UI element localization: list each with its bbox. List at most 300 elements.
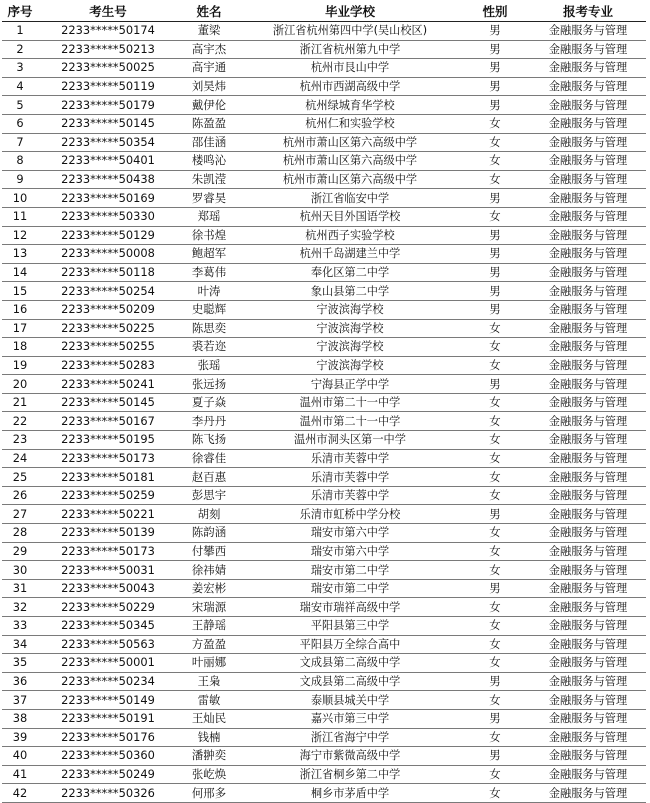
cell-major: 金融服务与管理 <box>530 579 646 598</box>
cell-gender: 女 <box>460 114 530 133</box>
cell-seq: 16 <box>2 300 38 319</box>
cell-name: 付攀西 <box>178 542 240 561</box>
cell-exam-id: 2233*****50173 <box>38 542 178 561</box>
cell-school: 杭州绿城育华学校 <box>240 96 460 115</box>
table-row <box>2 40 646 59</box>
cell-school: 平阳县万全综合高中 <box>240 635 460 654</box>
cell-major: 金融服务与管理 <box>530 412 646 431</box>
cell-seq: 13 <box>2 245 38 264</box>
cell-exam-id: 2233*****50345 <box>38 617 178 636</box>
table-row <box>2 672 646 691</box>
header-gender: 性别 <box>460 0 530 22</box>
admission-table <box>2 0 646 803</box>
cell-major: 金融服务与管理 <box>530 393 646 412</box>
cell-seq: 39 <box>2 728 38 747</box>
cell-major: 金融服务与管理 <box>530 635 646 654</box>
cell-gender: 女 <box>460 412 530 431</box>
table-header-row <box>2 0 646 22</box>
cell-name: 郑瑶 <box>178 207 240 226</box>
table-row <box>2 22 646 41</box>
cell-seq: 40 <box>2 747 38 766</box>
cell-major: 金融服务与管理 <box>530 356 646 375</box>
cell-gender: 女 <box>460 784 530 803</box>
cell-gender: 男 <box>460 40 530 59</box>
cell-name: 雷敏 <box>178 691 240 710</box>
cell-gender: 男 <box>460 709 530 728</box>
cell-major: 金融服务与管理 <box>530 282 646 301</box>
cell-exam-id: 2233*****50181 <box>38 468 178 487</box>
cell-seq: 30 <box>2 561 38 580</box>
cell-major: 金融服务与管理 <box>530 505 646 524</box>
cell-gender: 男 <box>460 59 530 78</box>
table-row <box>2 617 646 636</box>
cell-school: 海宁市紫微高级中学 <box>240 747 460 766</box>
table-row <box>2 189 646 208</box>
cell-major: 金融服务与管理 <box>530 22 646 41</box>
cell-exam-id: 2233*****50283 <box>38 356 178 375</box>
cell-major: 金融服务与管理 <box>530 96 646 115</box>
cell-school: 杭州市萧山区第六高级中学 <box>240 170 460 189</box>
cell-seq: 15 <box>2 282 38 301</box>
cell-seq: 37 <box>2 691 38 710</box>
cell-name: 潘翀奕 <box>178 747 240 766</box>
cell-gender: 女 <box>460 635 530 654</box>
cell-exam-id: 2233*****50229 <box>38 598 178 617</box>
cell-major: 金融服务与管理 <box>530 672 646 691</box>
cell-name: 陈韵涵 <box>178 524 240 543</box>
cell-exam-id: 2233*****50139 <box>38 524 178 543</box>
cell-seq: 31 <box>2 579 38 598</box>
table-row <box>2 468 646 487</box>
cell-major: 金融服务与管理 <box>530 449 646 468</box>
cell-gender: 男 <box>460 747 530 766</box>
cell-major: 金融服务与管理 <box>530 114 646 133</box>
cell-name: 叶丽娜 <box>178 654 240 673</box>
cell-name: 徐祎婧 <box>178 561 240 580</box>
cell-name: 王静瑶 <box>178 617 240 636</box>
cell-seq: 38 <box>2 709 38 728</box>
table-row <box>2 542 646 561</box>
cell-major: 金融服务与管理 <box>530 189 646 208</box>
cell-major: 金融服务与管理 <box>530 245 646 264</box>
cell-gender: 女 <box>460 449 530 468</box>
cell-major: 金融服务与管理 <box>530 709 646 728</box>
cell-exam-id: 2233*****50234 <box>38 672 178 691</box>
cell-seq: 19 <box>2 356 38 375</box>
cell-name: 邵佳涵 <box>178 133 240 152</box>
cell-school: 瑞安市第六中学 <box>240 542 460 561</box>
cell-gender: 女 <box>460 598 530 617</box>
table-row <box>2 431 646 450</box>
cell-gender: 男 <box>460 263 530 282</box>
cell-exam-id: 2233*****50129 <box>38 226 178 245</box>
table-body <box>2 22 646 803</box>
cell-exam-id: 2233*****50326 <box>38 784 178 803</box>
cell-major: 金融服务与管理 <box>530 263 646 282</box>
cell-major: 金融服务与管理 <box>530 765 646 784</box>
cell-name: 何邢多 <box>178 784 240 803</box>
cell-seq: 12 <box>2 226 38 245</box>
cell-seq: 4 <box>2 77 38 96</box>
cell-seq: 34 <box>2 635 38 654</box>
cell-exam-id: 2233*****50209 <box>38 300 178 319</box>
cell-exam-id: 2233*****50119 <box>38 77 178 96</box>
cell-exam-id: 2233*****50173 <box>38 449 178 468</box>
cell-seq: 26 <box>2 486 38 505</box>
cell-name: 楼鸣沁 <box>178 152 240 171</box>
table-row <box>2 635 646 654</box>
table-row <box>2 598 646 617</box>
cell-gender: 男 <box>460 189 530 208</box>
cell-seq: 3 <box>2 59 38 78</box>
cell-school: 宁波滨海学校 <box>240 300 460 319</box>
cell-seq: 33 <box>2 617 38 636</box>
cell-gender: 女 <box>460 468 530 487</box>
table-row <box>2 375 646 394</box>
cell-gender: 女 <box>460 561 530 580</box>
cell-name: 史聪辉 <box>178 300 240 319</box>
cell-seq: 17 <box>2 319 38 338</box>
table-row <box>2 300 646 319</box>
table-row <box>2 282 646 301</box>
cell-gender: 男 <box>460 505 530 524</box>
table-row <box>2 412 646 431</box>
cell-exam-id: 2233*****50043 <box>38 579 178 598</box>
cell-gender: 女 <box>460 654 530 673</box>
cell-exam-id: 2233*****50174 <box>38 22 178 41</box>
cell-school: 象山县第二中学 <box>240 282 460 301</box>
cell-school: 平阳县第三中学 <box>240 617 460 636</box>
cell-name: 陈思奕 <box>178 319 240 338</box>
cell-seq: 24 <box>2 449 38 468</box>
cell-seq: 23 <box>2 431 38 450</box>
cell-gender: 女 <box>460 524 530 543</box>
cell-school: 桐乡市茅盾中学 <box>240 784 460 803</box>
cell-major: 金融服务与管理 <box>530 226 646 245</box>
table-row <box>2 449 646 468</box>
cell-exam-id: 2233*****50241 <box>38 375 178 394</box>
cell-school: 杭州市艮山中学 <box>240 59 460 78</box>
cell-school: 乐清市芙蓉中学 <box>240 449 460 468</box>
cell-name: 罗睿昊 <box>178 189 240 208</box>
cell-name: 刘昊炜 <box>178 77 240 96</box>
cell-seq: 27 <box>2 505 38 524</box>
cell-gender: 女 <box>460 152 530 171</box>
cell-school: 乐清市芙蓉中学 <box>240 468 460 487</box>
cell-school: 杭州西子实验学校 <box>240 226 460 245</box>
cell-major: 金融服务与管理 <box>530 319 646 338</box>
table-row <box>2 505 646 524</box>
cell-major: 金融服务与管理 <box>530 152 646 171</box>
cell-gender: 男 <box>460 282 530 301</box>
header-seq: 序号 <box>2 0 38 22</box>
cell-exam-id: 2233*****50354 <box>38 133 178 152</box>
cell-exam-id: 2233*****50259 <box>38 486 178 505</box>
cell-gender: 女 <box>460 431 530 450</box>
table-row <box>2 393 646 412</box>
cell-gender: 女 <box>460 170 530 189</box>
cell-seq: 22 <box>2 412 38 431</box>
cell-school: 奉化区第二中学 <box>240 263 460 282</box>
cell-exam-id: 2233*****50195 <box>38 431 178 450</box>
cell-exam-id: 2233*****50118 <box>38 263 178 282</box>
table-row <box>2 226 646 245</box>
cell-seq: 14 <box>2 263 38 282</box>
cell-name: 姜宏彬 <box>178 579 240 598</box>
header-major: 报考专业 <box>530 0 646 22</box>
table-row <box>2 579 646 598</box>
header-name: 姓名 <box>178 0 240 22</box>
cell-school: 瑞安市第二中学 <box>240 579 460 598</box>
cell-major: 金融服务与管理 <box>530 40 646 59</box>
cell-school: 瑞安市第六中学 <box>240 524 460 543</box>
cell-school: 温州市第二十一中学 <box>240 412 460 431</box>
cell-school: 乐清市虹桥中学分校 <box>240 505 460 524</box>
cell-name: 彭思宇 <box>178 486 240 505</box>
cell-school: 杭州市萧山区第六高级中学 <box>240 152 460 171</box>
cell-school: 宁波滨海学校 <box>240 338 460 357</box>
cell-name: 陈盈盈 <box>178 114 240 133</box>
cell-major: 金融服务与管理 <box>530 431 646 450</box>
cell-exam-id: 2233*****50438 <box>38 170 178 189</box>
cell-seq: 32 <box>2 598 38 617</box>
cell-exam-id: 2233*****50001 <box>38 654 178 673</box>
cell-name: 朱凯滢 <box>178 170 240 189</box>
cell-exam-id: 2233*****50360 <box>38 747 178 766</box>
cell-name: 钱楠 <box>178 728 240 747</box>
cell-major: 金融服务与管理 <box>530 338 646 357</box>
cell-gender: 男 <box>460 96 530 115</box>
cell-major: 金融服务与管理 <box>530 784 646 803</box>
table-row <box>2 114 646 133</box>
table-row <box>2 263 646 282</box>
cell-school: 浙江省桐乡第二中学 <box>240 765 460 784</box>
cell-gender: 男 <box>460 22 530 41</box>
cell-exam-id: 2233*****50255 <box>38 338 178 357</box>
cell-gender: 男 <box>460 300 530 319</box>
cell-exam-id: 2233*****50008 <box>38 245 178 264</box>
cell-major: 金融服务与管理 <box>530 691 646 710</box>
table-row <box>2 59 646 78</box>
cell-gender: 女 <box>460 691 530 710</box>
cell-seq: 18 <box>2 338 38 357</box>
cell-name: 陈飞扬 <box>178 431 240 450</box>
header-school: 毕业学校 <box>240 0 460 22</box>
cell-gender: 女 <box>460 356 530 375</box>
cell-gender: 男 <box>460 579 530 598</box>
table-row <box>2 561 646 580</box>
cell-school: 瑞安市第二中学 <box>240 561 460 580</box>
table-row <box>2 524 646 543</box>
cell-exam-id: 2233*****50213 <box>38 40 178 59</box>
cell-school: 浙江省海宁中学 <box>240 728 460 747</box>
cell-major: 金融服务与管理 <box>530 617 646 636</box>
cell-seq: 29 <box>2 542 38 561</box>
cell-exam-id: 2233*****50169 <box>38 189 178 208</box>
cell-seq: 21 <box>2 393 38 412</box>
cell-exam-id: 2233*****50563 <box>38 635 178 654</box>
cell-gender: 女 <box>460 486 530 505</box>
cell-exam-id: 2233*****50167 <box>38 412 178 431</box>
table-row <box>2 356 646 375</box>
table-row <box>2 319 646 338</box>
cell-name: 宋瑞源 <box>178 598 240 617</box>
cell-name: 王灿民 <box>178 709 240 728</box>
cell-school: 温州市第二十一中学 <box>240 393 460 412</box>
cell-exam-id: 2233*****50031 <box>38 561 178 580</box>
cell-name: 徐书煌 <box>178 226 240 245</box>
cell-seq: 42 <box>2 784 38 803</box>
cell-name: 戴伊伦 <box>178 96 240 115</box>
cell-exam-id: 2233*****50225 <box>38 319 178 338</box>
cell-exam-id: 2233*****50176 <box>38 728 178 747</box>
cell-seq: 1 <box>2 22 38 41</box>
cell-school: 浙江省临安中学 <box>240 189 460 208</box>
cell-exam-id: 2233*****50025 <box>38 59 178 78</box>
cell-name: 张屹焕 <box>178 765 240 784</box>
cell-exam-id: 2233*****50330 <box>38 207 178 226</box>
cell-exam-id: 2233*****50145 <box>38 393 178 412</box>
cell-gender: 女 <box>460 765 530 784</box>
cell-major: 金融服务与管理 <box>530 375 646 394</box>
cell-school: 杭州仁和实验学校 <box>240 114 460 133</box>
cell-name: 张远扬 <box>178 375 240 394</box>
cell-gender: 男 <box>460 226 530 245</box>
table-row <box>2 709 646 728</box>
table-row <box>2 747 646 766</box>
cell-name: 高宇杰 <box>178 40 240 59</box>
cell-seq: 36 <box>2 672 38 691</box>
cell-gender: 男 <box>460 672 530 691</box>
cell-exam-id: 2233*****50401 <box>38 152 178 171</box>
cell-name: 张瑶 <box>178 356 240 375</box>
cell-name: 鲍超军 <box>178 245 240 264</box>
cell-exam-id: 2233*****50191 <box>38 709 178 728</box>
cell-seq: 35 <box>2 654 38 673</box>
table-row <box>2 765 646 784</box>
cell-seq: 6 <box>2 114 38 133</box>
table-row <box>2 133 646 152</box>
cell-seq: 9 <box>2 170 38 189</box>
cell-gender: 男 <box>460 245 530 264</box>
cell-school: 文成县第二高级中学 <box>240 672 460 691</box>
cell-gender: 女 <box>460 133 530 152</box>
cell-exam-id: 2233*****50179 <box>38 96 178 115</box>
table-row <box>2 691 646 710</box>
cell-school: 嘉兴市第三中学 <box>240 709 460 728</box>
cell-major: 金融服务与管理 <box>530 77 646 96</box>
cell-major: 金融服务与管理 <box>530 300 646 319</box>
cell-gender: 女 <box>460 338 530 357</box>
cell-name: 李丹丹 <box>178 412 240 431</box>
cell-school: 宁波滨海学校 <box>240 356 460 375</box>
cell-seq: 7 <box>2 133 38 152</box>
cell-gender: 女 <box>460 393 530 412</box>
cell-name: 方盈盈 <box>178 635 240 654</box>
cell-gender: 女 <box>460 207 530 226</box>
cell-major: 金融服务与管理 <box>530 207 646 226</box>
cell-major: 金融服务与管理 <box>530 654 646 673</box>
header-exam-id: 考生号 <box>38 0 178 22</box>
cell-major: 金融服务与管理 <box>530 728 646 747</box>
cell-name: 叶涛 <box>178 282 240 301</box>
cell-major: 金融服务与管理 <box>530 133 646 152</box>
cell-school: 泰顺县城关中学 <box>240 691 460 710</box>
cell-seq: 20 <box>2 375 38 394</box>
cell-seq: 8 <box>2 152 38 171</box>
cell-major: 金融服务与管理 <box>530 598 646 617</box>
cell-school: 宁波滨海学校 <box>240 319 460 338</box>
table-row <box>2 245 646 264</box>
table-row <box>2 77 646 96</box>
table-row <box>2 170 646 189</box>
cell-major: 金融服务与管理 <box>530 59 646 78</box>
cell-seq: 5 <box>2 96 38 115</box>
table-row <box>2 728 646 747</box>
cell-seq: 2 <box>2 40 38 59</box>
cell-seq: 41 <box>2 765 38 784</box>
cell-school: 瑞安市瑞祥高级中学 <box>240 598 460 617</box>
cell-gender: 女 <box>460 617 530 636</box>
cell-exam-id: 2233*****50149 <box>38 691 178 710</box>
cell-seq: 11 <box>2 207 38 226</box>
cell-seq: 25 <box>2 468 38 487</box>
cell-school: 杭州市西湖高级中学 <box>240 77 460 96</box>
cell-school: 杭州千岛湖建兰中学 <box>240 245 460 264</box>
table-row <box>2 96 646 115</box>
table-row <box>2 207 646 226</box>
table-row <box>2 654 646 673</box>
cell-school: 乐清市芙蓉中学 <box>240 486 460 505</box>
cell-name: 董梁 <box>178 22 240 41</box>
cell-major: 金融服务与管理 <box>530 486 646 505</box>
cell-exam-id: 2233*****50249 <box>38 765 178 784</box>
cell-major: 金融服务与管理 <box>530 524 646 543</box>
table-row <box>2 152 646 171</box>
cell-school: 浙江省杭州第九中学 <box>240 40 460 59</box>
cell-name: 赵百惠 <box>178 468 240 487</box>
cell-name: 高宇通 <box>178 59 240 78</box>
cell-school: 文成县第二高级中学 <box>240 654 460 673</box>
cell-major: 金融服务与管理 <box>530 561 646 580</box>
cell-name: 李葛伟 <box>178 263 240 282</box>
cell-major: 金融服务与管理 <box>530 747 646 766</box>
cell-gender: 女 <box>460 728 530 747</box>
cell-school: 宁海县正学中学 <box>240 375 460 394</box>
cell-school: 杭州天目外国语学校 <box>240 207 460 226</box>
cell-name: 徐睿佳 <box>178 449 240 468</box>
cell-name: 裘若迩 <box>178 338 240 357</box>
cell-school: 浙江省杭州第四中学(吴山校区) <box>240 22 460 41</box>
cell-name: 胡刻 <box>178 505 240 524</box>
cell-gender: 女 <box>460 319 530 338</box>
table-row <box>2 486 646 505</box>
cell-gender: 男 <box>460 375 530 394</box>
cell-gender: 男 <box>460 77 530 96</box>
cell-school: 温州市洞头区第一中学 <box>240 431 460 450</box>
cell-school: 杭州市萧山区第六高级中学 <box>240 133 460 152</box>
cell-seq: 28 <box>2 524 38 543</box>
cell-major: 金融服务与管理 <box>530 542 646 561</box>
cell-exam-id: 2233*****50254 <box>38 282 178 301</box>
cell-gender: 女 <box>460 542 530 561</box>
cell-exam-id: 2233*****50221 <box>38 505 178 524</box>
cell-name: 夏子焱 <box>178 393 240 412</box>
table-row <box>2 784 646 803</box>
cell-seq: 10 <box>2 189 38 208</box>
cell-major: 金融服务与管理 <box>530 170 646 189</box>
cell-exam-id: 2233*****50145 <box>38 114 178 133</box>
